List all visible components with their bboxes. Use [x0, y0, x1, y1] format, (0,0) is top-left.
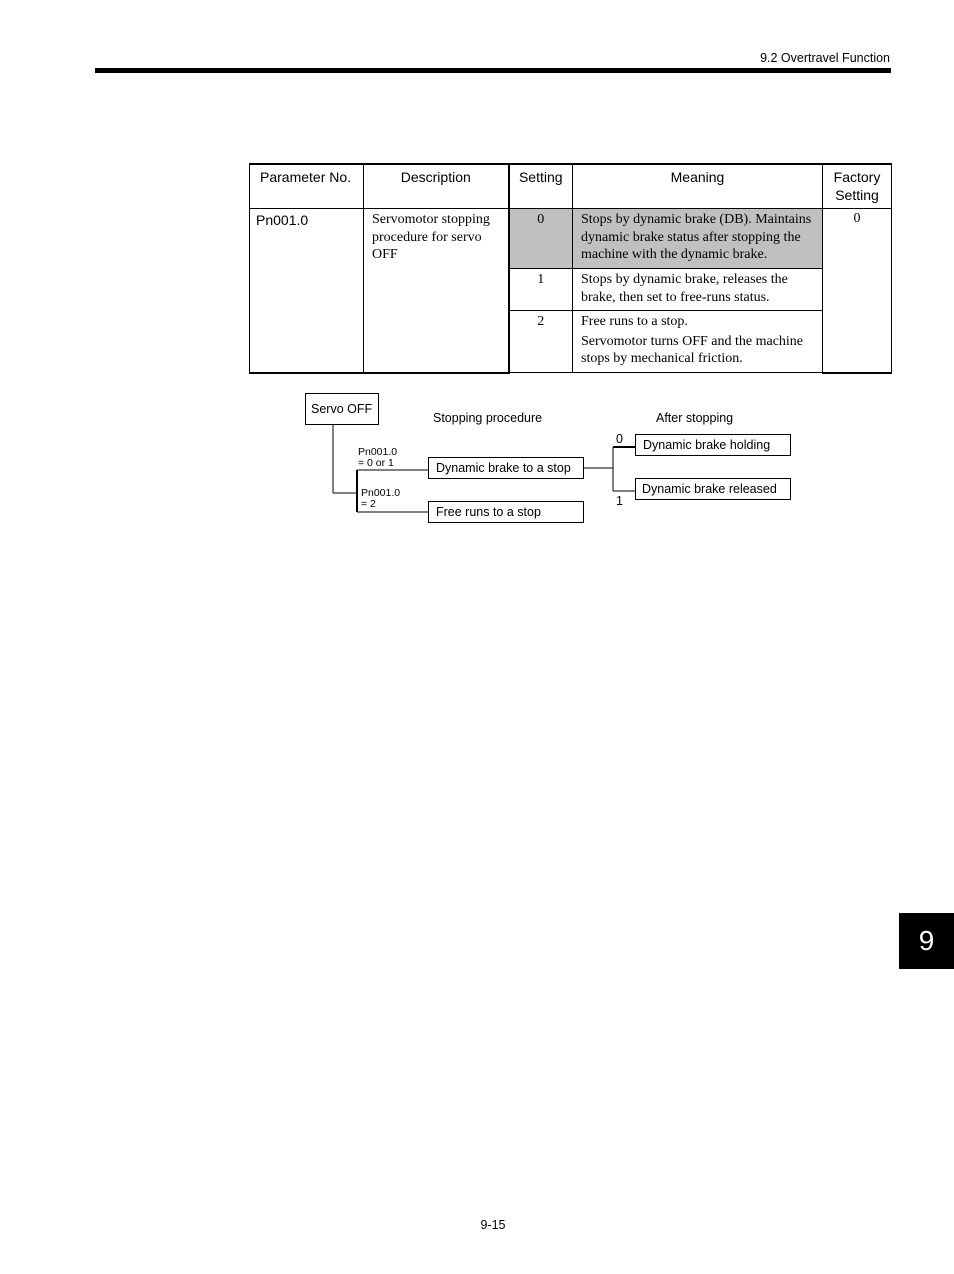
after-stopping-label: After stopping: [656, 411, 734, 425]
meaning-text: Servomotor turns OFF and the machine stops by mechanical friction.: [581, 333, 804, 366]
servo-off-box: Servo OFF: [305, 393, 379, 425]
meaning-text: Free runs to a stop.: [581, 314, 688, 329]
header-factory-line2: Setting: [835, 187, 879, 203]
free-runs-stop-box: Free runs to a stop: [428, 501, 584, 523]
header-setting: Setting: [509, 164, 573, 209]
meaning-text: Stops by dynamic brake (DB). Maintains dynamic brake status after stopping the machine with the dynamic brake.: [581, 212, 812, 262]
factory-setting-cell: 0: [823, 209, 892, 373]
param-no-cell: Pn001.0: [250, 209, 364, 373]
chapter-tab: 9: [899, 913, 954, 969]
condition-line: Pn001.0: [361, 487, 401, 499]
header-factory-line1: Factory: [833, 169, 881, 185]
page-number: 9-15: [480, 1218, 506, 1232]
condition-line: = 2: [361, 498, 376, 510]
db-released-box: Dynamic brake released: [635, 478, 791, 500]
meaning-text: Stops by dynamic brake, releases the brake, then set to free-runs status.: [581, 272, 788, 305]
stopping-procedure-label: Stopping procedure: [433, 411, 543, 425]
branch-label-1: 1: [616, 494, 623, 508]
dynamic-brake-stop-box: Dynamic brake to a stop: [428, 457, 584, 479]
header-param-no: Parameter No.: [250, 164, 364, 209]
condition-line: = 0 or 1: [358, 457, 394, 469]
setting-cell: 0: [509, 209, 573, 269]
condition-line: Pn001.0: [358, 446, 398, 458]
condition-label-2: [361, 488, 400, 510]
header-description: Description: [364, 164, 509, 209]
db-holding-box: Dynamic brake holding: [635, 434, 791, 456]
branch-label-0: 0: [616, 432, 623, 446]
header-meaning: Meaning: [573, 164, 823, 209]
setting-cell: 2: [509, 311, 573, 373]
condition-label-0-or-1: [358, 447, 397, 469]
description-cell: Servomotor stopping procedure for servo OFF: [364, 209, 509, 373]
section-header: 9.2 Overtravel Function: [760, 51, 890, 65]
setting-cell: 1: [509, 269, 573, 311]
